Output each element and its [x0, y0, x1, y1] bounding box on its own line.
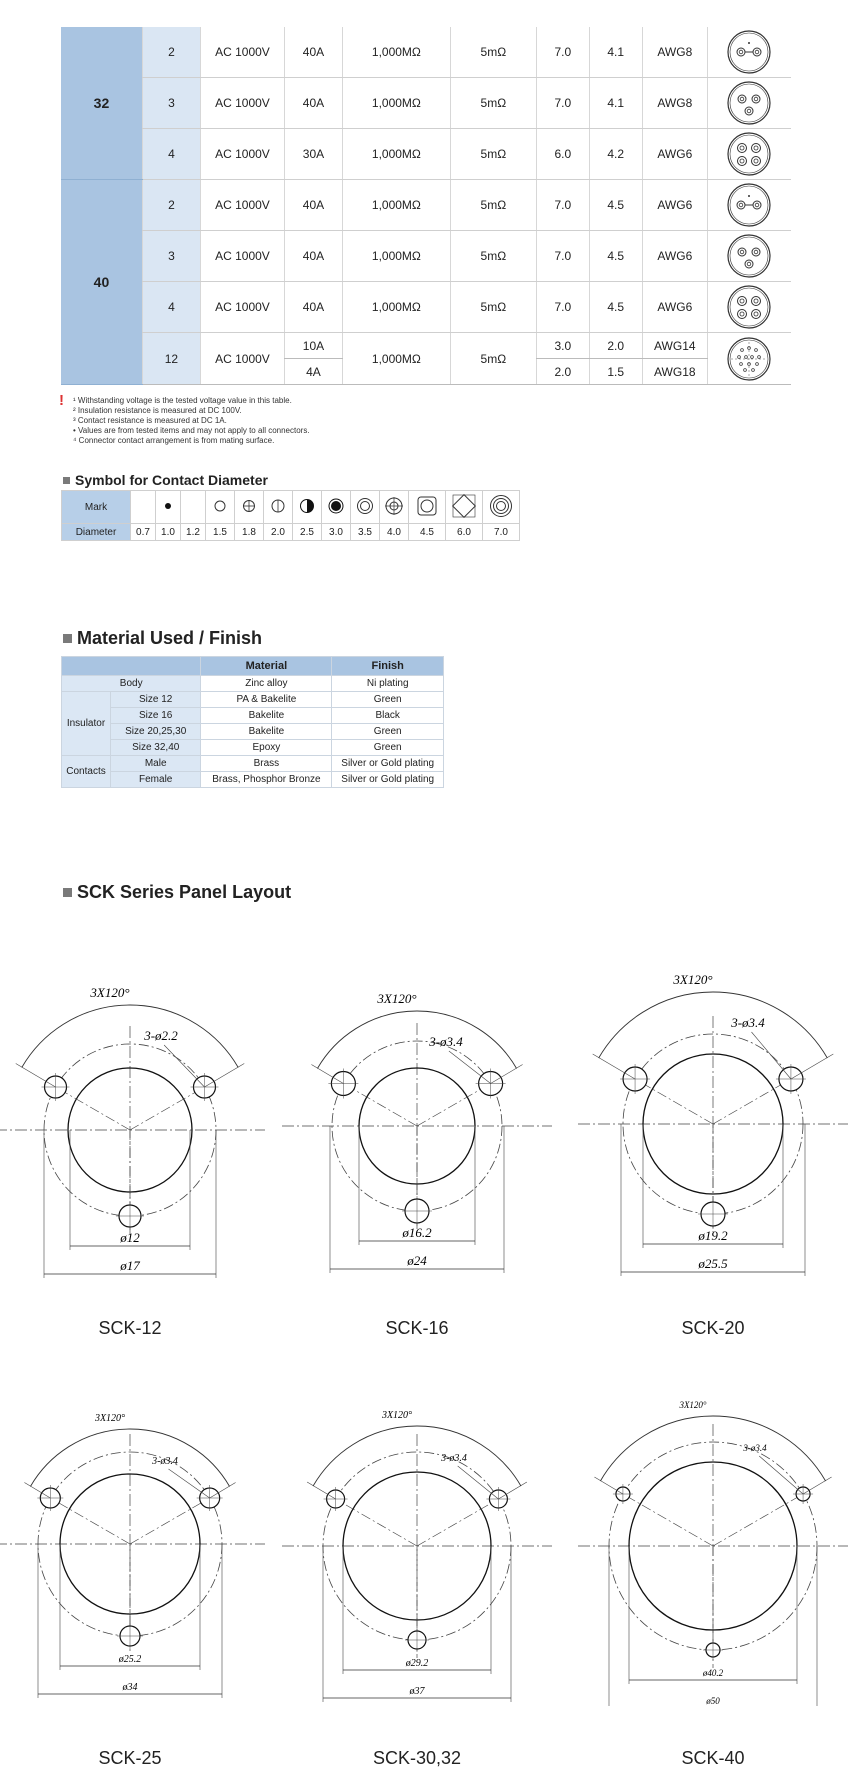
insulator-finish: Green [332, 740, 444, 756]
inner-diameter-dim: ø12 [120, 1230, 140, 1245]
contact-mark-cell [483, 491, 520, 524]
symbol-cell [707, 129, 791, 180]
contact-mark-cell [181, 491, 206, 524]
hole-note: 3-ø3.4 [731, 1015, 765, 1030]
diameter-label: Diameter [62, 524, 131, 541]
contact-mark-cell [293, 491, 322, 524]
size-cell: 40 [61, 180, 142, 385]
pins-cell: 3 [142, 231, 200, 282]
angle-note: 3X120° [90, 985, 130, 1000]
footnotes [59, 392, 310, 446]
panel-cutout-drawing [277, 906, 557, 1286]
voltage-cell: AC 1000V [200, 231, 284, 282]
current-cell: 40A [284, 282, 342, 333]
value-a-cell: 7.0 [536, 282, 589, 333]
outer-diameter-dim: ø37 [409, 1686, 425, 1697]
contact-finish: Silver or Gold plating [332, 756, 444, 772]
panel-cutout-drawing [573, 1326, 853, 1706]
inner-diameter-dim: ø25.2 [118, 1654, 142, 1665]
contact-mark-icon [489, 494, 513, 518]
panel-model-label: SCK-16 [385, 1318, 449, 1338]
spec-table [61, 27, 791, 385]
insulator-size: Size 20,25,30 [111, 724, 201, 740]
hole-note: 3-ø3.4 [441, 1453, 467, 1464]
symbol-cell [707, 78, 791, 129]
inner-diameter-dim: ø40.2 [702, 1668, 724, 1678]
connector-face-icon [725, 29, 773, 75]
diameter-value: 1.5 [206, 524, 235, 541]
diameter-value: 4.5 [409, 524, 446, 541]
spec-row [61, 282, 791, 333]
contact-resistance-cell: 5mΩ [450, 78, 536, 129]
current-cell: 40A [284, 180, 342, 231]
col-finish: Finish [332, 657, 444, 676]
insulator-label: Insulator [62, 692, 111, 756]
square-bullet-icon [63, 634, 72, 643]
pins-cell: 4 [142, 282, 200, 333]
spec-row [61, 231, 791, 282]
voltage-cell: AC 1000V [200, 129, 284, 180]
hole-note: 3-ø3.4 [152, 1456, 178, 1467]
outer-diameter-dim: ø24 [407, 1253, 427, 1268]
footnote-line: • Values are from tested items and may not apply to all connectors. [73, 426, 310, 435]
contact-finish: Silver or Gold plating [332, 772, 444, 788]
body-finish: Ni plating [332, 676, 444, 692]
spec-row [61, 27, 791, 78]
contact-diameter-title: Symbol for Contact Diameter [75, 472, 268, 488]
voltage-cell: AC 1000V [200, 78, 284, 129]
spec-row [61, 180, 791, 231]
contact-mark-cell [206, 491, 235, 524]
value-a-cell: 7.0 [536, 78, 589, 129]
contact-material: Brass [201, 756, 332, 772]
insulation-cell: 1,000MΩ [343, 129, 451, 180]
size-cell: 32 [61, 27, 142, 180]
material-heading [63, 628, 262, 649]
contacts-label: Contacts [62, 756, 111, 788]
insulator-material: Bakelite [201, 724, 332, 740]
warning-mark-icon: ! [59, 392, 64, 409]
voltage-cell: AC 1000V [200, 333, 284, 385]
diameter-value: 7.0 [483, 524, 520, 541]
value-a-cell: 7.0 [536, 27, 589, 78]
spec-row [61, 78, 791, 129]
contact-resistance-cell: 5mΩ [450, 282, 536, 333]
value-b-cell: 4.5 [589, 180, 642, 231]
contact-mark-icon [266, 494, 290, 518]
awg-cell: AWG6 [642, 129, 707, 180]
insulation-cell: 1,000MΩ [343, 231, 451, 282]
insulator-size: Size 32,40 [111, 740, 201, 756]
panel-model-label: SCK-25 [98, 1748, 162, 1768]
angle-note: 3X120° [679, 1400, 707, 1410]
footnote-line: ¹ Withstanding voltage is the tested voltage value in this table. [73, 396, 292, 405]
contact-material: Brass, Phosphor Bronze [201, 772, 332, 788]
diameter-value: 0.7 [131, 524, 156, 541]
connector-face-icon [725, 233, 773, 279]
awg-cell: AWG6 [642, 180, 707, 231]
contact-diameter-heading [63, 472, 268, 488]
spec-row [61, 333, 791, 359]
value-a-cell: 7.0 [536, 180, 589, 231]
contact-type: Female [111, 772, 201, 788]
panel-model-label: SCK-20 [681, 1318, 745, 1338]
inner-diameter-dim: ø29.2 [405, 1658, 429, 1669]
value-b-cell: 4.1 [589, 78, 642, 129]
contact-diameter-table [61, 490, 520, 541]
material-title: Material Used / Finish [77, 628, 263, 648]
diameter-value: 3.0 [322, 524, 351, 541]
footnote-line: ⁴ Connector contact arrangement is from mating surface. [73, 436, 275, 445]
pins-cell: 2 [142, 27, 200, 78]
awg-cell: AWG6 [642, 282, 707, 333]
outer-diameter-dim: ø34 [122, 1682, 138, 1693]
pins-cell: 4 [142, 129, 200, 180]
insulation-cell: 1,000MΩ [343, 282, 451, 333]
value-a-cell: 6.0 [536, 129, 589, 180]
value-a-cell: 7.0 [536, 231, 589, 282]
connector-face-icon [725, 336, 773, 382]
symbol-cell [707, 180, 791, 231]
insulator-material: PA & Bakelite [201, 692, 332, 708]
footnote-line: ³ Contact resistance is measured at DC 1A. [73, 416, 227, 425]
connector-face-icon [725, 284, 773, 330]
contact-type: Male [111, 756, 201, 772]
angle-note: 3X120° [94, 1413, 126, 1424]
diameter-value: 2.5 [293, 524, 322, 541]
diameter-value: 4.0 [380, 524, 409, 541]
contact-mark-cell [131, 491, 156, 524]
insulator-finish: Black [332, 708, 444, 724]
diameter-value: 1.8 [235, 524, 264, 541]
contact-resistance-cell: 5mΩ [450, 27, 536, 78]
connector-face-icon [725, 182, 773, 228]
awg-cell: AWG8 [642, 78, 707, 129]
contact-mark-cell [264, 491, 293, 524]
col-material: Material [201, 657, 332, 676]
panel-cutout-drawing [573, 904, 853, 1284]
inner-diameter-dim: ø19.2 [698, 1228, 728, 1243]
hole-note: 3-ø2.2 [144, 1028, 178, 1043]
contact-mark-cell [351, 491, 380, 524]
spec-row [61, 129, 791, 180]
contact-mark-cell [446, 491, 483, 524]
current-cell: 30A [284, 129, 342, 180]
symbol-cell [707, 333, 791, 385]
insulation-cell: 1,000MΩ [343, 180, 451, 231]
current-cell: 4A [284, 359, 342, 385]
value-b-cell: 4.5 [589, 282, 642, 333]
panel-cutout-drawing [0, 910, 270, 1290]
hole-note: 3-ø3.4 [429, 1034, 463, 1049]
outer-diameter-dim: ø25.5 [698, 1256, 728, 1271]
square-bullet-icon [63, 477, 70, 484]
symbol-cell [707, 27, 791, 78]
contact-resistance-cell: 5mΩ [450, 231, 536, 282]
value-a-cell: 3.0 [536, 333, 589, 359]
insulation-cell: 1,000MΩ [343, 78, 451, 129]
symbol-cell [707, 231, 791, 282]
diameter-value: 2.0 [264, 524, 293, 541]
diameter-value: 6.0 [446, 524, 483, 541]
material-table [61, 656, 444, 788]
hole-note: 3-ø3.4 [743, 1443, 767, 1453]
contact-mark-icon [208, 494, 232, 518]
angle-note: 3X120° [377, 991, 417, 1006]
outer-diameter-dim: ø50 [706, 1696, 720, 1706]
contact-mark-icon [237, 494, 261, 518]
diameter-value: 3.5 [351, 524, 380, 541]
panel-model-label: SCK-30,32 [372, 1748, 462, 1768]
material-corner [62, 657, 201, 676]
voltage-cell: AC 1000V [200, 282, 284, 333]
panel-layout-title: SCK Series Panel Layout [77, 882, 292, 902]
contact-mark-cell [156, 491, 181, 524]
awg-cell: AWG18 [642, 359, 707, 385]
awg-cell: AWG6 [642, 231, 707, 282]
angle-note: 3X120° [673, 972, 713, 987]
voltage-cell: AC 1000V [200, 27, 284, 78]
value-b-cell: 4.1 [589, 27, 642, 78]
current-cell: 40A [284, 27, 342, 78]
footnote-line: ² Insulation resistance is measured at DC 100V. [73, 406, 242, 415]
contact-mark-icon [382, 494, 406, 518]
insulation-cell: 1,000MΩ [343, 27, 451, 78]
value-b-cell: 4.5 [589, 231, 642, 282]
panel-cutout-drawing [0, 1324, 270, 1704]
contact-mark-cell [380, 491, 409, 524]
panel-cutout-drawing [277, 1326, 557, 1706]
inner-diameter-dim: ø16.2 [402, 1225, 432, 1240]
insulator-material: Bakelite [201, 708, 332, 724]
value-a-cell: 2.0 [536, 359, 589, 385]
contact-mark-icon [295, 494, 319, 518]
insulator-size: Size 12 [111, 692, 201, 708]
current-cell: 40A [284, 231, 342, 282]
insulator-finish: Green [332, 724, 444, 740]
pins-cell: 3 [142, 78, 200, 129]
body-label: Body [62, 676, 201, 692]
contact-mark-cell [409, 491, 446, 524]
diameter-value: 1.0 [156, 524, 181, 541]
pins-cell: 12 [142, 333, 200, 385]
voltage-cell: AC 1000V [200, 180, 284, 231]
value-b-cell: 1.5 [589, 359, 642, 385]
current-cell: 10A [284, 333, 342, 359]
outer-diameter-dim: ø17 [120, 1258, 140, 1273]
contact-mark-cell [322, 491, 351, 524]
body-material: Zinc alloy [201, 676, 332, 692]
contact-mark-icon [353, 494, 377, 518]
insulation-cell: 1,000MΩ [343, 333, 451, 385]
awg-cell: AWG14 [642, 333, 707, 359]
contact-mark-cell [235, 491, 264, 524]
value-b-cell: 4.2 [589, 129, 642, 180]
connector-face-icon [725, 131, 773, 177]
pins-cell: 2 [142, 180, 200, 231]
connector-face-icon [725, 80, 773, 126]
diameter-value: 1.2 [181, 524, 206, 541]
symbol-cell [707, 282, 791, 333]
contact-mark-icon [324, 494, 348, 518]
insulator-material: Epoxy [201, 740, 332, 756]
angle-note: 3X120° [381, 1410, 413, 1421]
panel-model-label: SCK-12 [98, 1318, 162, 1338]
current-cell: 40A [284, 78, 342, 129]
contact-mark-icon [415, 494, 439, 518]
insulator-size: Size 16 [111, 708, 201, 724]
panel-layout-heading [63, 882, 291, 903]
awg-cell: AWG8 [642, 27, 707, 78]
value-b-cell: 2.0 [589, 333, 642, 359]
mark-label: Mark [62, 491, 131, 524]
insulator-finish: Green [332, 692, 444, 708]
contact-mark-icon [452, 494, 476, 518]
square-bullet-icon [63, 888, 72, 897]
panel-model-label: SCK-40 [681, 1748, 745, 1768]
contact-resistance-cell: 5mΩ [450, 129, 536, 180]
contact-resistance-cell: 5mΩ [450, 180, 536, 231]
contact-mark-icon [156, 494, 180, 518]
contact-resistance-cell: 5mΩ [450, 333, 536, 385]
